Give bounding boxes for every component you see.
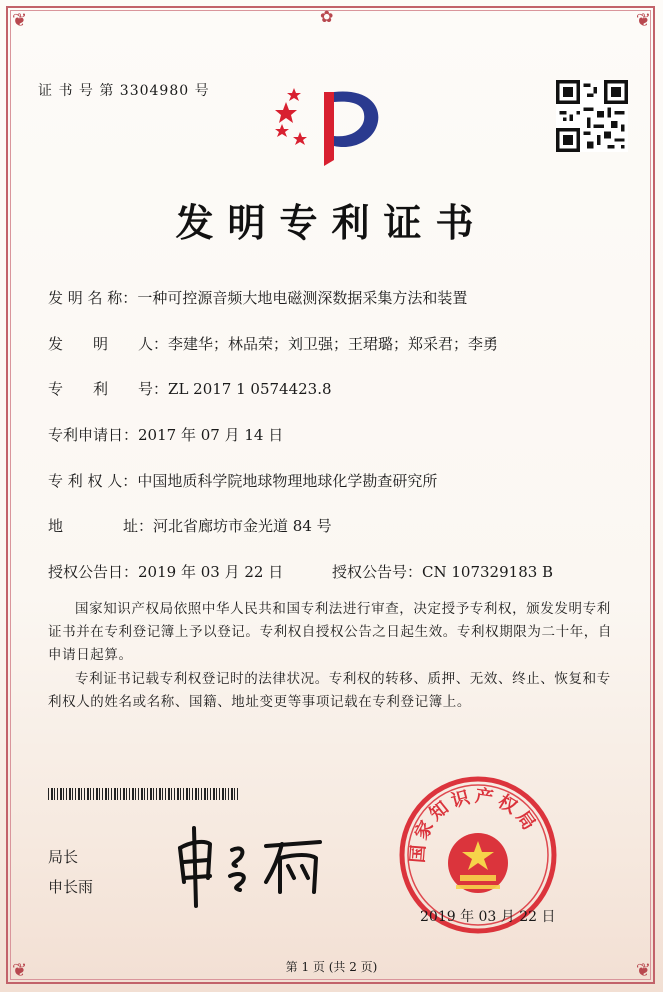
certificate-title: 发明专利证书	[175, 200, 488, 245]
grant-date-label: 授权公告日：	[48, 563, 139, 581]
inventors-row	[48, 333, 498, 354]
handwritten-signature-icon	[170, 820, 340, 910]
grant-date-value: 2019 年 03 月 22 日	[138, 563, 284, 581]
inventors-label: 发 明 人：	[48, 335, 169, 353]
filing-date-value: 2017 年 07 月 14 日	[138, 426, 284, 444]
grant-date-row	[48, 561, 283, 582]
corner-ornament-icon: ❦	[12, 960, 28, 981]
grant-statement-paragraph: 国家知识产权局依照中华人民共和国专利法进行审查，决定授予专利权，颁发发明专利证书并在专利登记簿上予以登记。专利权自授权公告之日起生效。专利权期限为二十年，自申请日起算。	[48, 601, 612, 663]
patentee-value: 中国地质科学院地球物理地球化学勘查研究所	[137, 472, 438, 490]
patent-number-value: ZL 2017 1 0574423.8	[168, 380, 332, 398]
invention-name-value: 一种可控源音频大地电磁测深数据采集方法和装置	[137, 289, 468, 307]
top-ornament-icon: ✿	[320, 7, 334, 26]
patentee-label: 专 利 权 人：	[48, 472, 138, 490]
address-label: 地 址：	[48, 517, 154, 535]
qr-code-icon	[556, 80, 628, 152]
signatory-title: 局长	[48, 848, 79, 866]
grant-number-row	[332, 561, 553, 582]
address-value: 河北省廊坊市金光道 84 号	[153, 517, 332, 535]
legal-status-paragraph: 专利证书记载专利权登记时的法律状况。专利权的转移、质押、无效、终止、恢复和专利权人的姓名或名称、国籍、地址变更等事项记载在专利登记簿上。	[48, 671, 611, 710]
certificate-number: 证 书 号 第 3304980 号	[38, 83, 210, 99]
seal-text: 国家知识产权局	[407, 785, 542, 864]
inventors-value: 李建华；林品荣；刘卫强；王珺璐；郑采君；李勇	[168, 335, 499, 353]
page-number: 第 1 页 (共 2 页)	[285, 960, 378, 974]
patent-number-row	[48, 378, 332, 399]
signatory-name: 申长雨	[48, 878, 94, 896]
barcode-icon	[48, 788, 238, 800]
grant-number-value: CN 107329183 B	[422, 563, 554, 581]
patent-office-logo-icon	[272, 80, 392, 170]
address-row	[48, 515, 332, 536]
seal-date: 2019 年 03 月 22 日	[420, 909, 556, 925]
filing-date-label: 专利申请日：	[48, 426, 139, 444]
grant-number-label: 授权公告号：	[332, 563, 423, 581]
patent-number-label: 专 利 号：	[48, 380, 169, 398]
corner-ornament-icon: ❦	[635, 10, 651, 31]
patentee-row	[48, 470, 437, 491]
corner-ornament-icon: ❦	[635, 960, 651, 981]
filing-date-row	[48, 424, 283, 445]
corner-ornament-icon: ❦	[12, 10, 28, 31]
invention-name-row	[48, 287, 467, 308]
invention-name-label: 发 明 名 称：	[48, 289, 138, 307]
